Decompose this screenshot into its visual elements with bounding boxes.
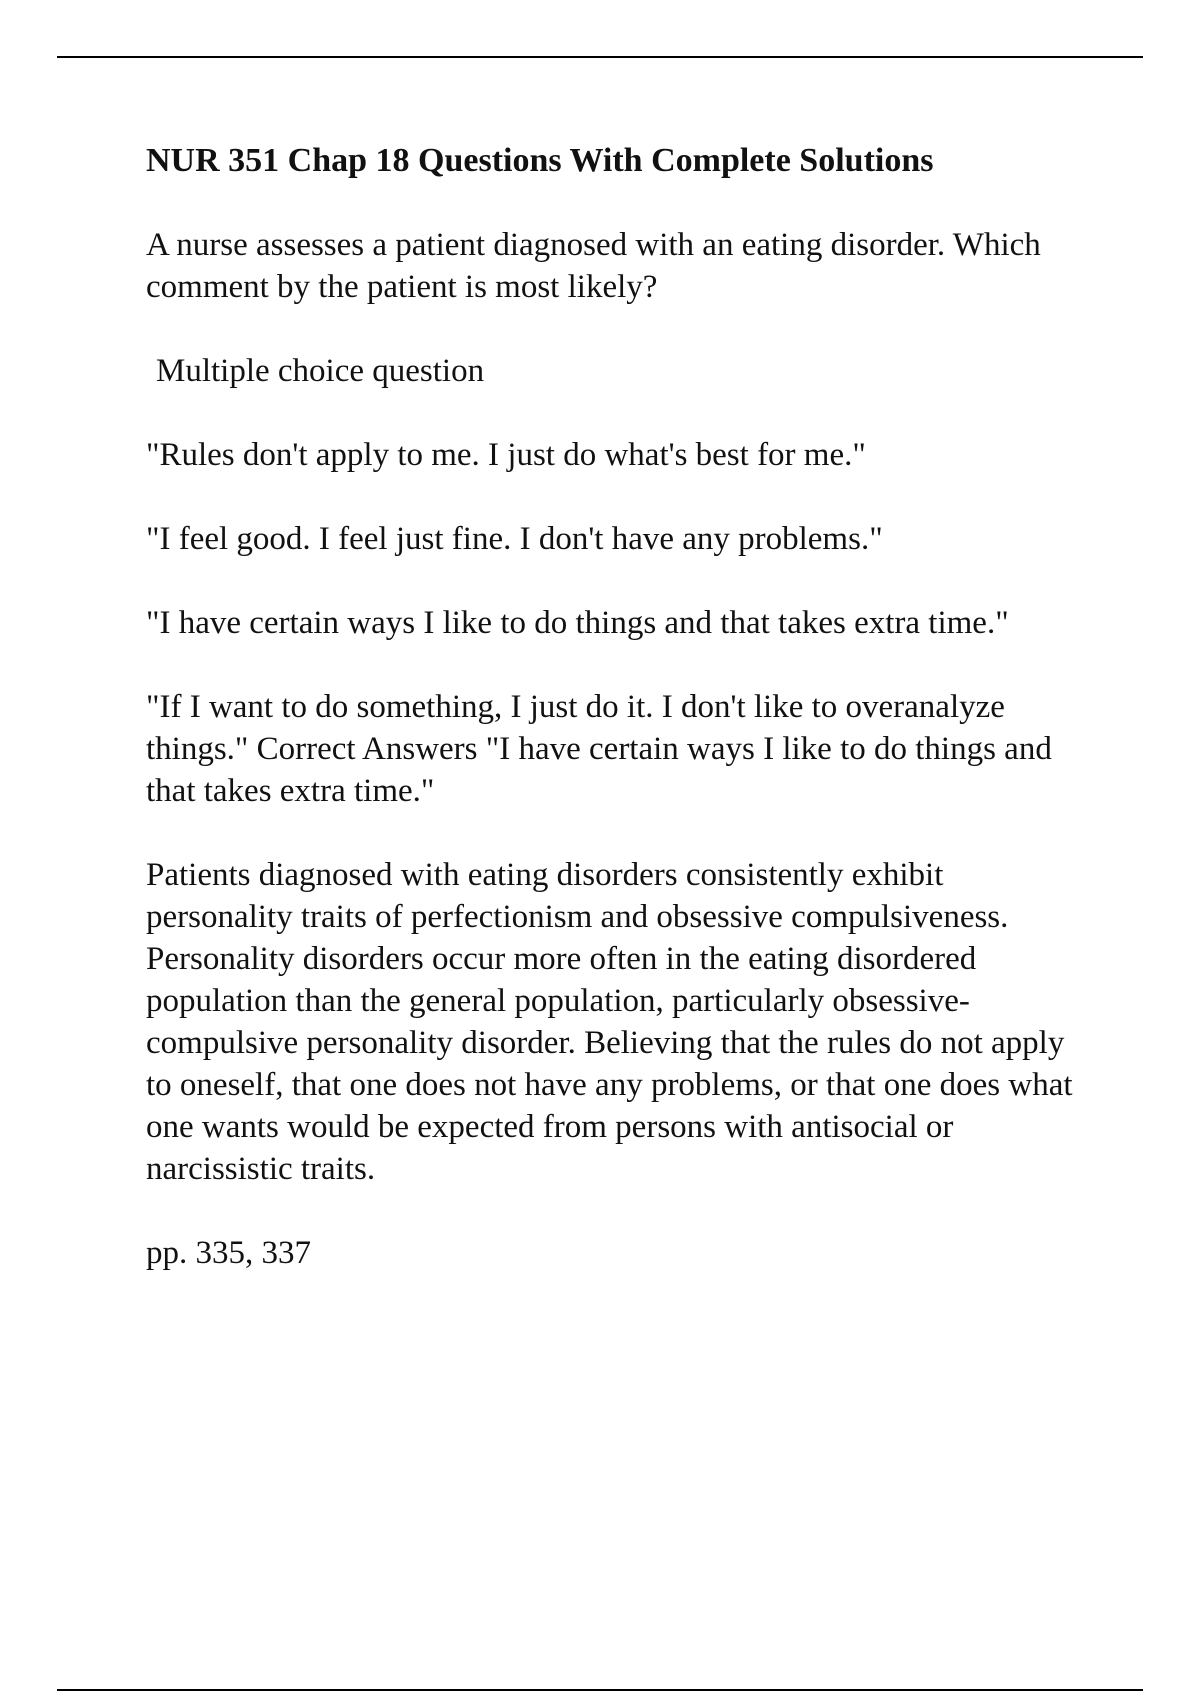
question-text: A nurse assesses a patient diagnosed with an eating disorder. Which comment by the patient is most likely?	[146, 227, 1041, 305]
answer-option-1: "Rules don't apply to me. I just do what's best for me."	[146, 437, 866, 473]
top-divider	[57, 56, 1143, 58]
answer-option-2: "I feel good. I feel just fine. I don't have any problems."	[146, 521, 883, 557]
question-type-label: Multiple choice question	[156, 353, 485, 389]
page-reference: pp. 335, 337	[146, 1235, 311, 1271]
bottom-divider	[57, 1689, 1143, 1691]
answer-option-4-with-correct-answer: "If I want to do something, I just do it. I don't like to overanalyze things." Correct Answers "I have certain ways I like to do things and that takes extra time."	[146, 689, 1052, 809]
answer-option-3: "I have certain ways I like to do things and that takes extra time."	[146, 605, 1009, 641]
document-title: NUR 351 Chap 18 Questions With Complete Solutions	[146, 142, 934, 179]
document-body	[146, 140, 1086, 1316]
rationale-text: Patients diagnosed with eating disorders consistently exhibit personality traits of perfectionism and obsessive compulsiveness. Personality disorders occur more often in the eating disordered population than the general population, particularly obsessive-compulsive personality disorder. Believing that the rules do not apply to oneself, that one does not have any problems, or that one does what one wants would be expected from persons with antisocial or narcissistic traits.	[146, 857, 1073, 1187]
